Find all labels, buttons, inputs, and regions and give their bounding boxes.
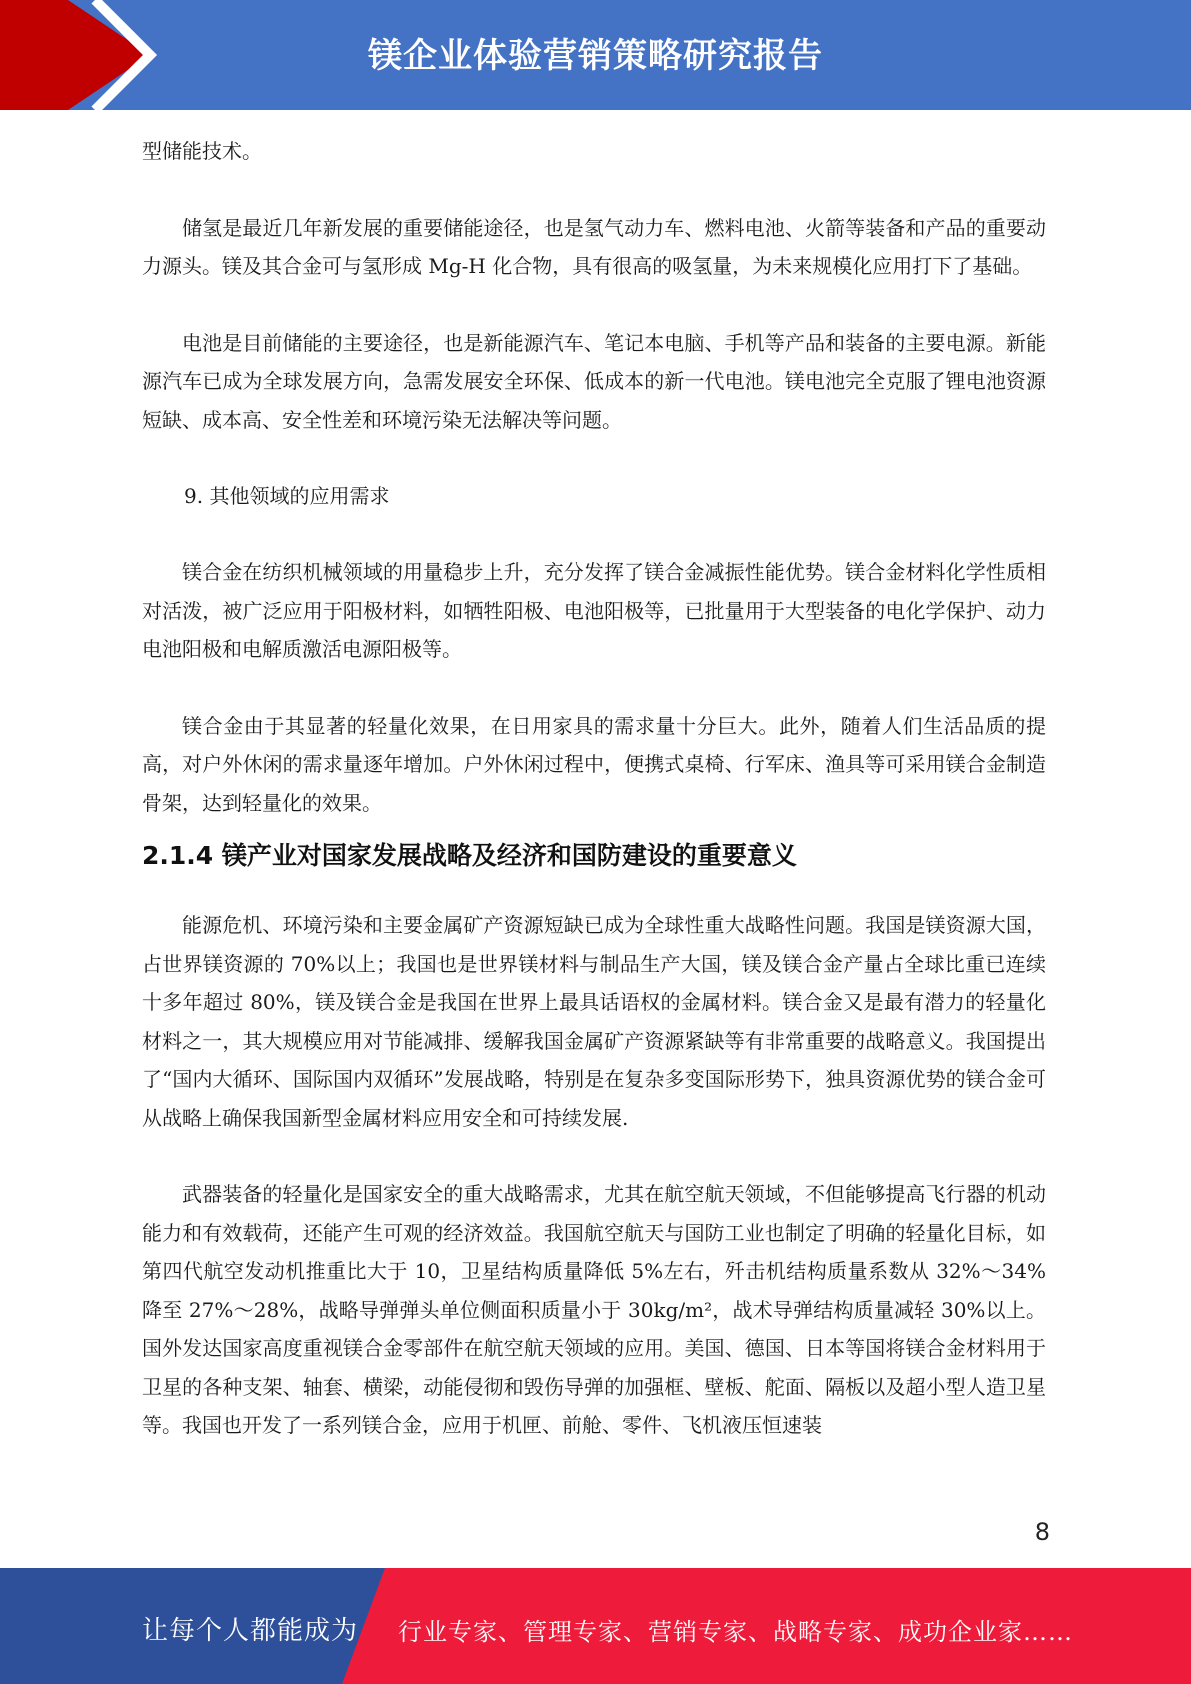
- paragraph-battery: 电池是目前储能的主要途径，也是新能源汽车、笔记本电脑、手机等产品和装备的主要电源。新能源汽车已成为全球发展方向，急需发展安全环保、低成本的新一代电池。镁电池完全克服了锂电池资源短缺、成本高、安全性差和环境污染无法解决等问题。: [142, 330, 1046, 432]
- page-number: 8: [1034, 1518, 1050, 1546]
- paragraph-continuation: 型储能技术。: [142, 139, 262, 163]
- footer-slogan-right: 行业专家、管理专家、营销专家、战略专家、成功企业家……: [398, 1618, 1073, 1646]
- document-title: 镁企业体验营销策略研究报告: [368, 36, 823, 76]
- paragraph-textile-anode: 镁合金在纺织机械领域的用量稳步上升，充分发挥了镁合金减振性能优势。镁合金材料化学性质相对活泼，被广泛应用于阳极材料，如牺牲阳极、电池阳极等，已批量用于大型装备的电化学保护、动力电池阳极和电解质激活电源阳极等。: [142, 560, 1046, 661]
- list-item-other-fields: 9. 其他领域的应用需求: [184, 484, 390, 508]
- footer-slogan-left: 让每个人都能成为: [142, 1616, 359, 1646]
- section-heading: 2.1.4 镁产业对国家发展战略及经济和国防建设的重要意义: [142, 841, 797, 870]
- paragraph-furniture: 镁合金由于其显著的轻量化效果，在日用家具的需求量十分巨大。此外，随着人们生活品质的提高，对户外休闲的需求量逐年增加。户外休闲过程中，便携式桌椅、行军床、渔具等可采用镁合金制造骨架，达到轻量化的效果。: [142, 713, 1046, 815]
- page-footer: [0, 1568, 1191, 1684]
- page-header: [0, 0, 1191, 110]
- paragraph-hydrogen-storage: 储氢是最近几年新发展的重要储能途径，也是氢气动力车、燃料电池、火箭等装备和产品的重要动力源头。镁及其合金可与氢形成 Mg-H 化合物，具有很高的吸氢量，为未来规模化应用打下了基础。: [142, 215, 1046, 278]
- paragraph-national-strategy: 能源危机、环境污染和主要金属矿产资源短缺已成为全球性重大战略性问题。我国是镁资源大国，占世界镁资源的 70%以上；我国也是世界镁材料与制品生产大国，镁及镁合金产量占全球比重已连续十多年超过 80%，镁及镁合金是我国在世界上最具话语权的金属材料。镁合金又是最有潜力的轻量化材料之一，其大规模应用对节能减排、缓解我国金属矿产资源紧缺等有非常重要的战略意义。我国提出了“国内大循环、国际国内双循环”发展战略，特别是在复杂多变国际形势下，独具资源优势的镁合金可从战略上确保我国新型金属材料应用安全和可持续发展.: [142, 913, 1046, 1130]
- paragraph-weapon-lightweight: 武器装备的轻量化是国家安全的重大战略需求，尤其在航空航天领域，不但能够提高飞行器的机动能力和有效载荷，还能产生可观的经济效益。我国航空航天与国防工业也制定了明确的轻量化目标，如第四代航空发动机推重比大于 10，卫星结构质量降低 5%左右，歼击机结构质量系数从 32%～34% 降至 27%～28%，战略导弹弹头单位侧面积质量小于 30kg/m²，战术导弹结构质量减轻 30%以上。国外发达国家高度重视镁合金零部件在航空航天领域的应用。美国、德国、日本等国将镁合金材料用于卫星的各种支架、轴套、横梁，动能侵彻和毁伤导弹的加强框、壁板、舵面、隔板以及超小型人造卫星等。我国也开发了一系列镁合金，应用于机匣、前舱、零件、飞机液压恒速装: [142, 1182, 1046, 1437]
- page-body: [142, 132, 1046, 1445]
